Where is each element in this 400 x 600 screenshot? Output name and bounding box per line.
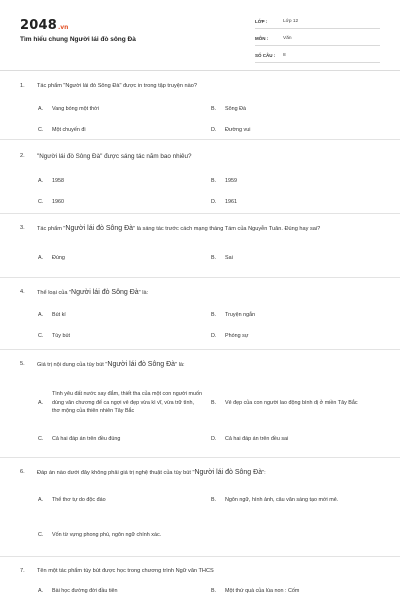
option-text: Một chuyến đi [52,127,86,134]
option-c[interactable] [38,192,211,213]
question-3 [0,214,400,278]
option-letter: C. [38,333,44,340]
question-number: 4. [20,289,25,295]
option-letter: C. [38,199,44,206]
question-2 [0,140,400,214]
question-6 [0,458,400,557]
logo-suffix: .vn [57,24,69,31]
option-text: Sông Đà [225,106,246,113]
question-stem: Tác phẩm "Người lái đò Sông Đà" được in trong tập truyện nào? [37,83,197,89]
worksheet-meta [255,14,380,65]
option-text: Cả hai đáp án trên đều đúng [52,436,121,443]
option-a[interactable] [38,99,211,120]
meta-label: SỐ CÂU : [255,52,276,58]
question-stem-part: Thể loại của " [37,290,72,296]
option-letter: B. [211,497,217,504]
option-letter: A. [38,312,44,319]
question-number: 7. [20,568,25,574]
option-letter: D. [211,127,217,134]
option-letter: B. [211,106,217,113]
question-number: 3. [20,225,25,231]
question-text [20,140,380,171]
option-text: Một thứ quà của lúa non : Cốm [225,587,300,594]
question-7 [0,557,400,600]
option-text: 1958 [52,178,64,185]
option-letter: D. [211,333,217,340]
question-text [20,458,380,485]
option-b[interactable] [211,249,383,267]
option-text: Truyện ngắn [225,312,256,319]
meta-subject [255,31,380,46]
option-grid [38,485,380,554]
option-b[interactable] [211,171,383,192]
question-5 [0,350,400,458]
question-stem [37,288,380,305]
option-c[interactable] [38,429,211,450]
question-stem-part: " là: [138,290,149,296]
option-b[interactable] [211,377,383,429]
option-letter: D. [211,199,217,206]
worksheet-header [0,0,400,71]
question-text [20,557,380,582]
question-number: 2. [20,153,25,159]
option-text: Vốn từ vựng phong phú, ngôn ngữ chính xác. [52,531,162,538]
work-title: Người lái đò Sông Đà [65,225,134,232]
question-stem-part: Đáp án nào dưới đây không phải giá trị nghệ thuật của tùy bút " [37,470,195,476]
site-logo[interactable] [20,14,68,33]
option-d[interactable] [211,192,383,213]
option-letter: B. [211,254,217,261]
option-letter: A. [38,587,44,594]
option-grid [38,305,380,347]
option-letter: A. [38,254,44,261]
meta-label: MÔN : [255,35,269,41]
option-letter: B. [211,587,217,594]
question-stem-part: Tác phẩm " [37,226,66,232]
work-title: Người lái đò Sông Đà [107,361,176,368]
question-text [20,78,380,99]
option-text: Thể thơ tự do độc đáo [52,497,106,504]
option-text: Vẻ đẹp của con người lao động bình dị ở miền Tây Bắc [225,399,358,406]
option-text: Vang bóng một thời [52,106,99,113]
option-grid [38,582,380,600]
option-text: Sai [225,254,233,261]
question-stem [37,360,380,377]
option-text: Đường vui [225,127,251,134]
question-text [20,214,380,249]
option-text: Bút kí [52,312,66,319]
option-a[interactable] [38,171,211,192]
question-number: 5. [20,361,25,367]
option-grid [38,377,380,450]
option-letter: B. [211,399,217,406]
question-1 [0,78,400,140]
logo-text: 2048 [20,18,57,33]
question-stem [37,224,380,249]
option-c[interactable] [38,326,211,347]
question-stem-part: " là sáng tác trước cách mạng tháng Tám của Nguyễn Tuân. Đúng hay sai? [133,226,321,232]
question-stem-part: ": [262,470,266,476]
option-letter: B. [211,312,217,319]
question-text [20,350,380,377]
question-stem: "Người lái đò Sông Đà" được sáng tác năm bao nhiêu? [37,153,192,160]
question-stem: Tên một tác phẩm tùy bút được học trong chương trình Ngữ văn THCS [37,568,214,574]
question-stem-part: " là: [175,362,185,368]
worksheet-title: Tìm hiểu chung Người lái đò sông Đà [20,36,136,43]
option-letter: D. [211,436,217,443]
option-text: Ngôn ngữ, hình ảnh, câu văn sáng tạo mới mẻ. [225,497,339,504]
option-c[interactable] [38,120,211,141]
question-text [20,278,380,305]
question-stem [37,468,380,485]
option-text: Cả hai đáp án trên đều sai [225,436,289,443]
meta-value: Lớp 12 [283,18,299,24]
option-letter: C. [38,127,44,134]
option-a[interactable] [38,249,211,267]
option-text: 1959 [225,178,237,185]
option-grid [38,99,380,141]
work-title: Người lái đò Sông Đà [194,469,263,476]
meta-value: Văn [283,35,292,41]
option-letter: A. [38,178,44,185]
option-d[interactable] [211,326,383,347]
option-grid [38,249,380,267]
option-d[interactable] [211,429,383,450]
question-stem-part: Giá trị nội dung của tùy bút " [37,362,108,368]
option-a[interactable] [38,485,211,516]
option-text: Bài học đường đời đầu tiên [52,587,118,594]
option-a[interactable] [38,377,211,429]
option-text: Tùy bút [52,333,70,340]
meta-question-count [255,48,380,63]
option-text: Đúng [52,254,65,261]
option-letter: A. [38,497,44,504]
question-list [0,78,400,600]
option-b[interactable] [211,305,383,326]
option-b[interactable] [211,99,383,120]
option-b[interactable] [211,582,383,600]
option-letter: B. [211,178,217,185]
question-number: 1. [20,83,25,89]
question-number: 6. [20,469,25,475]
option-letter: C. [38,531,44,538]
question-4 [0,278,400,350]
option-letter: A. [38,106,44,113]
option-a[interactable] [38,305,211,326]
option-a[interactable] [38,582,211,600]
option-grid [38,171,380,213]
option-letter: A. [38,399,44,406]
option-d[interactable] [211,120,383,141]
option-text: Phóng sự [225,333,249,340]
option-b[interactable] [211,485,383,516]
option-letter: C. [38,436,44,443]
meta-value: 8 [283,52,286,58]
work-title: Người lái đò Sông Đà [71,289,139,296]
meta-class [255,14,380,29]
option-c[interactable] [38,516,211,554]
option-text: Tình yêu đất nước say đắm, thiết tha của một con người muốn dùng văn chương để ca ngợi vẻ đẹp vừa kì vĩ, vừa trữ tình, thơ mộng của thiên nhiên Tây Bắc [52,391,203,415]
option-text: 1961 [225,199,237,206]
option-text: 1960 [52,199,64,206]
meta-label: LỚP : [255,18,268,24]
